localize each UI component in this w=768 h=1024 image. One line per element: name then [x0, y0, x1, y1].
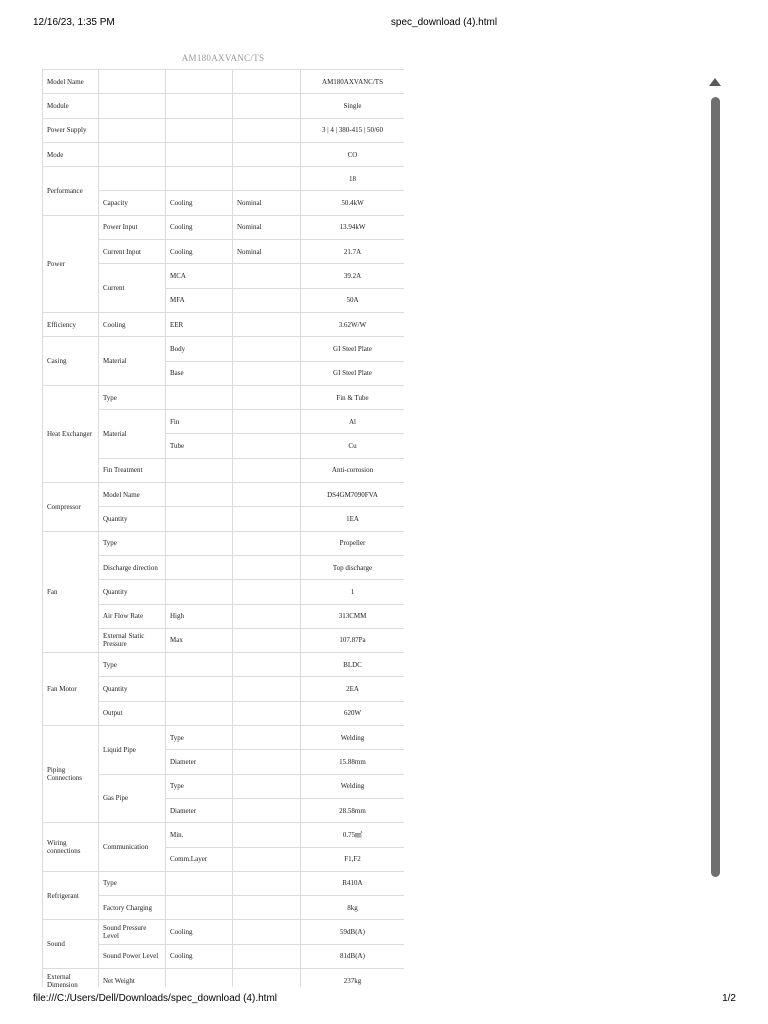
row-label: Casing — [43, 337, 99, 386]
cell-value: Cu — [301, 434, 405, 458]
sub-label: MCA — [166, 264, 233, 288]
sub-label: Material — [99, 410, 166, 459]
table-row — [43, 142, 405, 166]
sub-label: Model Name — [99, 483, 166, 507]
row-label: Piping Connections — [43, 726, 99, 823]
row-label: Compressor — [43, 483, 99, 532]
sub-label: Type — [166, 774, 233, 798]
sub-label: MFA — [166, 288, 233, 312]
spec-table-container — [42, 69, 404, 987]
cell-value: 50A — [301, 288, 405, 312]
row-label: Power Supply — [43, 118, 99, 142]
table-row — [43, 118, 405, 142]
sub-label: Diameter — [166, 798, 233, 822]
table-row — [43, 653, 405, 677]
sub-label: Cooling — [166, 944, 233, 968]
sub-label: Nominal — [233, 215, 301, 239]
page-number: 1/2 — [722, 993, 736, 1004]
row-label: External Dimension — [43, 968, 99, 987]
sub-label: External Static Pressure — [99, 628, 166, 652]
row-label: Model Name — [43, 70, 99, 94]
cell-value: DS4GM7090FVA — [301, 483, 405, 507]
sub-label: Diameter — [166, 750, 233, 774]
print-url: file:///C:/Users/Dell/Downloads/spec_download (4).html — [33, 993, 277, 1004]
print-page-title: spec_download (4).html — [390, 17, 498, 28]
sub-label: Base — [166, 361, 233, 385]
row-label: Wiring connections — [43, 823, 99, 872]
cell-value: 1EA — [301, 507, 405, 531]
cell-value: GI Steel Plate — [301, 337, 405, 361]
row-label: Mode — [43, 142, 99, 166]
scrollbar-thumb[interactable] — [711, 97, 720, 877]
cell-value: 3 | 4 | 380-415 | 50/60 — [301, 118, 405, 142]
cell-value: 13.94kW — [301, 215, 405, 239]
cell-value: BLDC — [301, 653, 405, 677]
sub-label: Discharge direction — [99, 555, 166, 579]
table-row — [43, 871, 405, 895]
table-row — [43, 167, 405, 191]
cell-value: GI Steel Plate — [301, 361, 405, 385]
table-row — [43, 94, 405, 118]
cell-value: 313CMM — [301, 604, 405, 628]
sub-label: Type — [99, 385, 166, 409]
table-row — [43, 726, 405, 750]
cell-value: 2EA — [301, 677, 405, 701]
sub-label: Body — [166, 337, 233, 361]
cell-value: F1,F2 — [301, 847, 405, 871]
table-row — [43, 920, 405, 944]
sub-label: Type — [99, 871, 166, 895]
cell-value: AM180AXVANC/TS — [301, 70, 405, 94]
spec-table — [42, 69, 404, 987]
table-row — [43, 312, 405, 336]
cell-value: 28.58mm — [301, 798, 405, 822]
print-datetime: 12/16/23, 1:35 PM — [33, 17, 115, 28]
table-row — [43, 531, 405, 555]
sub-label: Quantity — [99, 507, 166, 531]
sub-label: Cooling — [166, 920, 233, 944]
sub-label: Output — [99, 701, 166, 725]
cell-value: 21.7A — [301, 240, 405, 264]
sub-label: Type — [99, 531, 166, 555]
print-footer — [0, 993, 768, 1009]
cell-value: 620W — [301, 701, 405, 725]
document-title: AM180AXVANC/TS — [181, 53, 265, 63]
sub-label: Fin — [166, 410, 233, 434]
table-row — [43, 968, 405, 987]
sub-label: Gas Pipe — [99, 774, 166, 823]
sub-label: Quantity — [99, 677, 166, 701]
sub-label: EER — [166, 312, 233, 336]
row-label: Fan Motor — [43, 653, 99, 726]
table-row — [43, 385, 405, 409]
row-label: Performance — [43, 167, 99, 216]
sub-label: Communication — [99, 823, 166, 872]
sub-label: Max — [166, 628, 233, 652]
table-row — [43, 70, 405, 94]
table-row — [43, 337, 405, 361]
row-label: Refrigerant — [43, 871, 99, 920]
cell-value: 0.75㎟ — [301, 823, 405, 847]
sub-label: High — [166, 604, 233, 628]
cell-value: Top discharge — [301, 555, 405, 579]
sub-label: Factory Charging — [99, 896, 166, 920]
sub-label: Quantity — [99, 580, 166, 604]
sub-label: Sound Pressure Level — [99, 920, 166, 944]
sub-label: Power Input — [99, 215, 166, 239]
row-label: Sound — [43, 920, 99, 969]
sub-label: Type — [99, 653, 166, 677]
row-label: Power — [43, 215, 99, 312]
cell-value: Propeller — [301, 531, 405, 555]
row-label: Heat Exchanger — [43, 385, 99, 482]
cell-value: Al — [301, 410, 405, 434]
sub-label: Air Flow Rate — [99, 604, 166, 628]
sub-label: Net Weight — [99, 968, 166, 987]
sub-label: Material — [99, 337, 166, 386]
sub-label: Liquid Pipe — [99, 726, 166, 775]
cell-value: 15.88mm — [301, 750, 405, 774]
cell-value: 81dB(A) — [301, 944, 405, 968]
sub-label: Fin Treatment — [99, 458, 166, 482]
cell-value: Single — [301, 94, 405, 118]
sub-label: Current Input — [99, 240, 166, 264]
sub-label: Nominal — [233, 191, 301, 215]
cell-value: 237kg — [301, 968, 405, 987]
table-row — [43, 215, 405, 239]
sub-label: Capacity — [99, 191, 166, 215]
row-label: Module — [43, 94, 99, 118]
cell-value: CO — [301, 142, 405, 166]
sub-label: Min. — [166, 823, 233, 847]
scroll-up-arrow-icon[interactable] — [709, 78, 721, 86]
cell-value: R410A — [301, 871, 405, 895]
sub-label: Nominal — [233, 240, 301, 264]
row-label: Efficiency — [43, 312, 99, 336]
cell-value: Welding — [301, 774, 405, 798]
cell-value: 18 — [301, 167, 405, 191]
sub-label: Cooling — [99, 312, 166, 336]
cell-value: 8kg — [301, 896, 405, 920]
cell-value: Anti-corrosion — [301, 458, 405, 482]
sub-label: Tube — [166, 434, 233, 458]
row-label: Fan — [43, 531, 99, 652]
print-header — [0, 17, 768, 33]
cell-value: 50.4kW — [301, 191, 405, 215]
sub-label: Current — [99, 264, 166, 313]
sub-label: Sound Power Level — [99, 944, 166, 968]
sub-label: Type — [166, 726, 233, 750]
cell-value: 1 — [301, 580, 405, 604]
cell-value: Welding — [301, 726, 405, 750]
sub-label: Comm.Layer — [166, 847, 233, 871]
cell-value: 39.2A — [301, 264, 405, 288]
cell-value: 59dB(A) — [301, 920, 405, 944]
table-row — [43, 483, 405, 507]
table-row — [43, 823, 405, 847]
sub-label: Cooling — [166, 191, 233, 215]
sub-label: Cooling — [166, 215, 233, 239]
cell-value: 107.87Pa — [301, 628, 405, 652]
cell-value: Fin & Tube — [301, 385, 405, 409]
sub-label: Cooling — [166, 240, 233, 264]
cell-value: 3.62W/W — [301, 312, 405, 336]
